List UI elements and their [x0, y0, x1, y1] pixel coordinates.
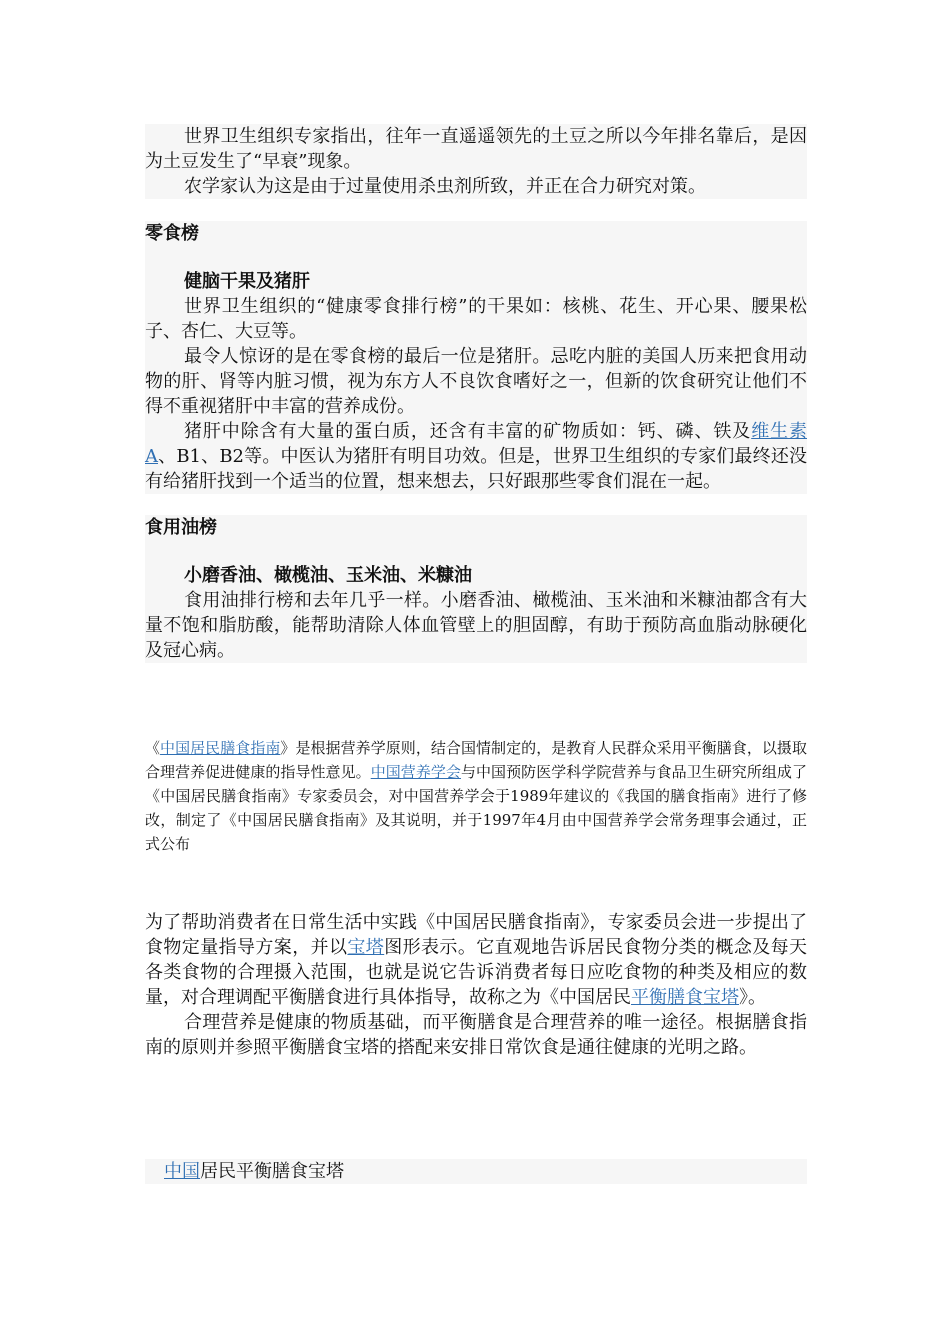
- snack-p3-text-a: 猪肝中除含有大量的蛋白质，还含有丰富的矿物质如：钙、磷、铁及: [184, 421, 752, 442]
- guide-open-quote: 《: [145, 739, 161, 757]
- dietary-guidelines-link[interactable]: 中国居民膳食指南: [160, 739, 281, 757]
- guide-section: [145, 736, 807, 856]
- oil-paragraph-1: 食用油排行榜和去年几乎一样。小磨香油、橄榄油、玉米油和米糠油都含有大量不饱和脂肪酸，能帮助清除人体血管壁上的胆固醇，有助于预防高血脂动脉硬化及冠心病。: [145, 590, 807, 661]
- snack-section: [145, 221, 807, 494]
- intro-paragraph-1: 世界卫生组织专家指出，往年一直遥遥领先的土豆之所以今年排名靠后，是因为土豆发生了“早衰”现象。: [145, 126, 807, 172]
- guide-text-1: 》是根据营养学原则，结合国情制定的，是教育人民群众采用平衡膳食，以摄取合理营养促进健康的指导性意见。: [145, 739, 807, 781]
- oil-section: [145, 515, 807, 663]
- intro-section: [145, 124, 807, 199]
- snack-paragraph-1: 世界卫生组织的“健康零食排行榜”的干果如：核桃、花生、开心果、腰果松子、杏仁、大豆等。: [145, 296, 807, 342]
- oil-section-subtitle: 小磨香油、橄榄油、玉米油、米糠油: [184, 565, 472, 586]
- pagoda-text-c: 》。: [739, 987, 766, 1008]
- snack-paragraph-3: [145, 419, 807, 494]
- pagoda-paragraph-2: 合理营养是健康的物质基础，而平衡膳食是合理营养的唯一途径。根据膳食指南的原则并参照平衡膳食宝塔的搭配来安排日常饮食是通往健康的光明之路。: [145, 1012, 807, 1058]
- guide-text-2: 与中国预防医学科学院营养与食品卫生研究所组成了《中国居民膳食指南》专家委员会，对中国营养学会于1989年建议的《我国的膳食指南》进行了修改，制定了《中国居民膳食指南》及其说明，并于1997年4月由中国营养学会常务理事会通过，正式公布: [145, 763, 807, 853]
- pagoda-link[interactable]: 宝塔: [347, 937, 385, 958]
- intro-paragraph-2: 农学家认为这是由于过量使用杀虫剂所致，并正在合力研究对策。: [184, 176, 706, 197]
- pagoda-text-a: 为了帮助消费者在日常生活中实践《中国居民膳食指南》，专家委员会进一步提出了食物定量指导方案，并以: [145, 912, 807, 958]
- footer-caption-label: 居民平衡膳食宝塔: [200, 1161, 344, 1182]
- footer-caption: [145, 1159, 807, 1184]
- nutrition-society-link[interactable]: 中国营养学会: [370, 763, 461, 781]
- pagoda-paragraph-1: [145, 910, 807, 1010]
- vitamin-a-link[interactable]: 维生素A: [145, 421, 807, 467]
- balanced-diet-pagoda-link[interactable]: 平衡膳食宝塔: [631, 987, 739, 1008]
- snack-section-subtitle: 健脑干果及猪肝: [184, 271, 310, 292]
- china-link[interactable]: 中国: [164, 1161, 200, 1182]
- footer-caption-text: [145, 1159, 807, 1184]
- snack-section-title: 零食榜: [145, 223, 199, 244]
- pagoda-text-b: 图形表示。它直观地告诉居民食物分类的概念及每天各类食物的合理摄入范围，也就是说它告诉消费者每日应吃食物的种类及相应的数量，对合理调配平衡膳食进行具体指导，故称之为《中国居民: [145, 937, 808, 1008]
- snack-paragraph-2: 最令人惊讶的是在零食榜的最后一位是猪肝。忌吃内脏的美国人历来把食用动物的肝、肾等内脏习惯，视为东方人不良饮食嗜好之一，但新的饮食研究让他们不得不重视猪肝中丰富的营养成份。: [145, 346, 807, 417]
- snack-p3-text-b: 、B1、B2等。中医认为猪肝有明目功效。但是，世界卫生组织的专家们最终还没有给猪肝找到一个适当的位置，想来想去，只好跟那些零食们混在一起。: [145, 446, 807, 492]
- pagoda-section: [145, 910, 807, 1060]
- oil-section-title: 食用油榜: [145, 517, 217, 538]
- guide-paragraph: [145, 736, 807, 856]
